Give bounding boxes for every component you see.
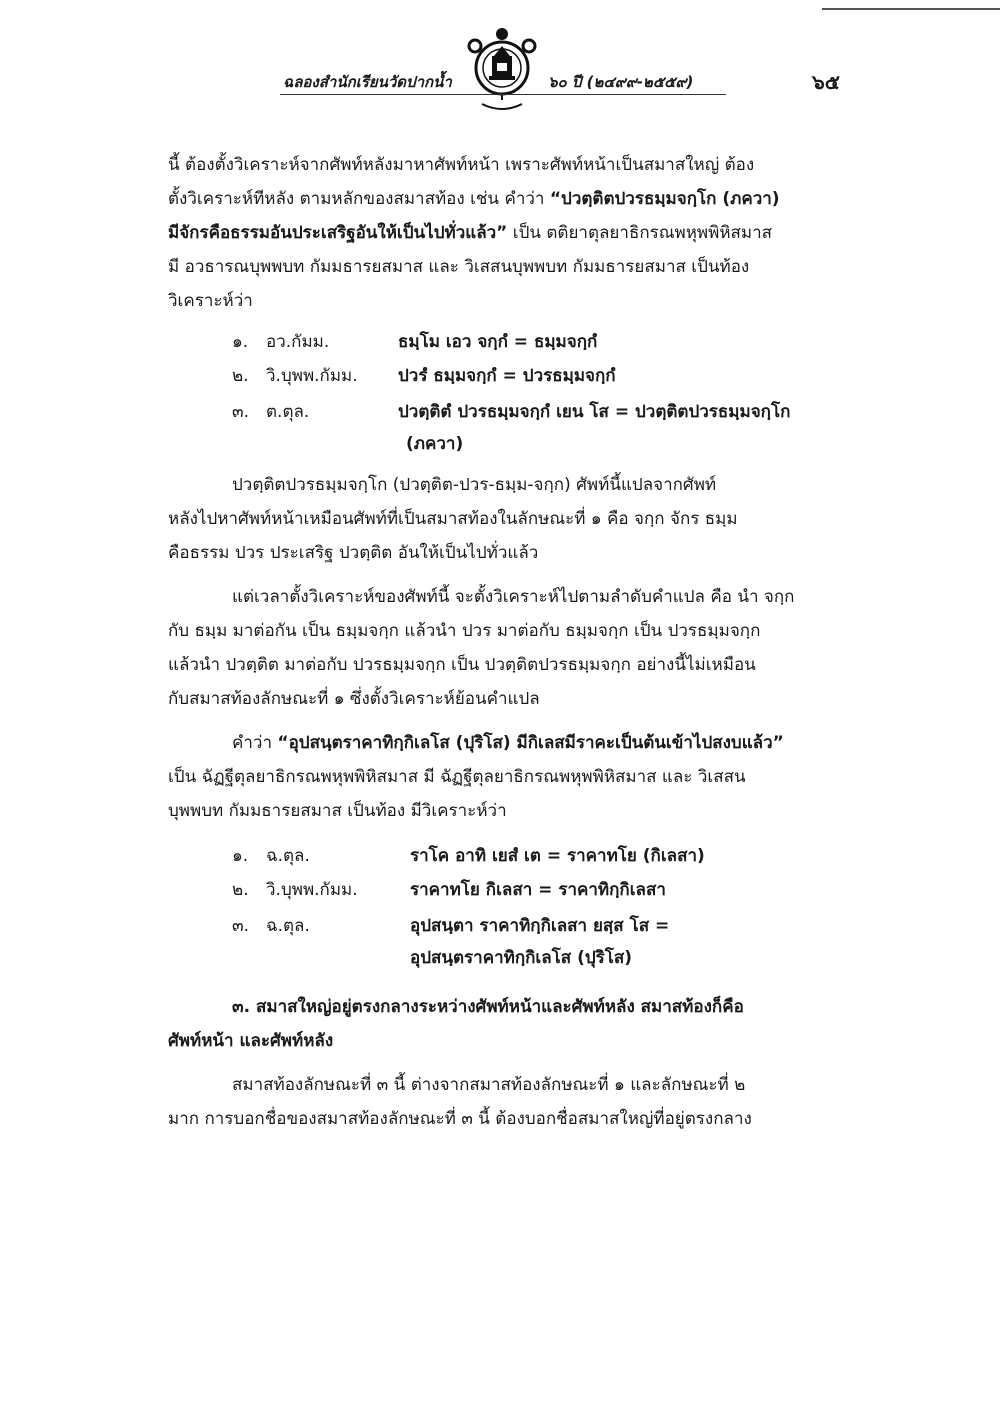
analysis-formula: ราคาทโย กิเลสา = ราคาทิกฺกิเลสา	[410, 880, 666, 900]
analysis-formula: ปวรํ ธมฺมจกฺกํ = ปวรธมฺมจกฺกํ	[398, 366, 616, 386]
analysis-number: ๑.	[232, 332, 249, 352]
header-right-title: ๖๐ ปี (๒๔๙๙-๒๕๕๙)	[548, 73, 694, 91]
paragraph-line: มีจักรคือธรรมอันประเสริฐอันให้เป็นไปทั่วแล้ว” เป็น ตติยาตุลยาธิกรณพหุพพิหิสมาส	[168, 223, 773, 243]
paragraph-line: หลังไปหาศัพท์หน้าเหมือนศัพท์ที่เป็นสมาสท้องในลักษณะที่ ๑ คือ จกฺก จักร ธมฺม	[168, 509, 738, 529]
paragraph-line: นี้ ต้องตั้งวิเคราะห์จากศัพท์หลังมาหาศัพท์หน้า เพราะศัพท์หน้าเป็นสมาสใหญ่ ต้อง	[168, 155, 755, 175]
paragraph-line: แต่เวลาตั้งวิเคราะห์ของศัพท์นี้ จะตั้งวิเคราะห์ไปตามลำดับคำแปล คือ นำ จกฺก	[232, 587, 795, 607]
scan-edge-mark	[822, 0, 1000, 10]
analysis-abbreviation: วิ.บุพพ.กัมม.	[266, 366, 358, 386]
analysis-abbreviation: ฉ.ตุล.	[266, 916, 310, 936]
analysis-formula: ราโค อาทิ เยสํ เต = ราคาทโย (กิเลสา)	[410, 846, 705, 866]
page-number: ๖๕	[812, 70, 840, 94]
section-heading-continued: ศัพท์หน้า และศัพท์หลัง	[168, 1031, 334, 1051]
analysis-abbreviation: ต.ตุล.	[266, 402, 310, 422]
header-rule	[280, 94, 726, 95]
paragraph-line: บุพพบท กัมมธารยสมาส เป็นท้อง มีวิเคราะห์ว่า	[168, 801, 507, 821]
temple-seal-icon	[462, 26, 542, 118]
analysis-formula: ธมฺโม เอว จกฺกํ = ธมฺมจกฺกํ	[398, 332, 598, 352]
analysis-formula: อุปสนฺตา ราคาทิกฺกิเลสา ยสฺส โส =	[410, 916, 670, 936]
analysis-formula: ปวตฺติตํ ปวรธมฺมจกฺกํ เยน โส = ปวตฺติตปวรธมฺมจกฺโก	[398, 402, 791, 422]
paragraph-line: วิเคราะห์ว่า	[168, 291, 253, 311]
analysis-number: ๒.	[232, 366, 249, 386]
analysis-formula-continued: อุปสนฺตราคาทิกฺกิเลโส (ปุริโส)	[410, 948, 633, 968]
paragraph-line: กับ ธมฺม มาต่อกัน เป็น ธมฺมจกฺก แล้วนำ ปวร มาต่อกับ ธมฺมจกฺก เป็น ปวรธมฺมจกฺก	[168, 621, 761, 641]
analysis-formula-continued: (ภควา)	[406, 434, 464, 454]
analysis-abbreviation: อว.กัมม.	[266, 332, 330, 352]
section-heading: ๓. สมาสใหญ่อยู่ตรงกลางระหว่างศัพท์หน้าและศัพท์หลัง สมาสท้องก็คือ	[232, 997, 744, 1017]
paragraph-line: ตั้งวิเคราะห์ทีหลัง ตามหลักของสมาสท้อง เช่น คำว่า “ปวตฺติตปวรธมฺมจกฺโก (ภควา)	[168, 189, 780, 209]
paragraph-line: ปวตฺติตปวรธมฺมจกฺโก (ปวตฺติต-ปวร-ธมฺม-จกฺก) ศัพท์นี้แปลจากศัพท์	[232, 475, 717, 495]
paragraph-line: คำว่า “อุปสนฺตราคาทิกฺกิเลโส (ปุริโส) มีกิเลสมีราคะเป็นต้นเข้าไปสงบแล้ว”	[232, 733, 784, 753]
paragraph-line: คือธรรม ปวร ประเสริฐ ปวตฺติต อันให้เป็นไปทั่วแล้ว	[168, 543, 539, 563]
paragraph-line: สมาสท้องลักษณะที่ ๓ นี้ ต่างจากสมาสท้องลักษณะที่ ๑ และลักษณะที่ ๒	[232, 1075, 746, 1095]
analysis-number: ๑.	[232, 846, 249, 866]
analysis-number: ๓.	[232, 916, 250, 936]
analysis-number: ๒.	[232, 880, 249, 900]
paragraph-line: มาก การบอกชื่อของสมาสท้องลักษณะที่ ๓ นี้ ต้องบอกชื่อสมาสใหญ่ที่อยู่ตรงกลาง	[168, 1109, 752, 1129]
paragraph-line: แล้วนำ ปวตฺติต มาต่อกับ ปวรธมฺมจกฺก เป็น ปวตฺติตปวรธมฺมจกฺก อย่างนี้ไม่เหมือน	[168, 655, 756, 675]
analysis-number: ๓.	[232, 402, 250, 422]
paragraph-line: เป็น ฉัฏฐีตุลยาธิกรณพหุพพิหิสมาส มี ฉัฏฐีตุลยาธิกรณพหุพพิหิสมาส และ วิเสสน	[168, 767, 746, 787]
analysis-abbreviation: ฉ.ตุล.	[266, 846, 310, 866]
header-left-title: ฉลองสำนักเรียนวัดปากน้ำ	[283, 73, 452, 91]
analysis-abbreviation: วิ.บุพพ.กัมม.	[266, 880, 358, 900]
paragraph-line: กับสมาสท้องลักษณะที่ ๑ ซึ่งตั้งวิเคราะห์ย้อนคำแปล	[168, 689, 540, 709]
paragraph-line: มี อวธารณบุพพบท กัมมธารยสมาส และ วิเสสนบุพพบท กัมมธารยสมาส เป็นท้อง	[168, 257, 750, 277]
